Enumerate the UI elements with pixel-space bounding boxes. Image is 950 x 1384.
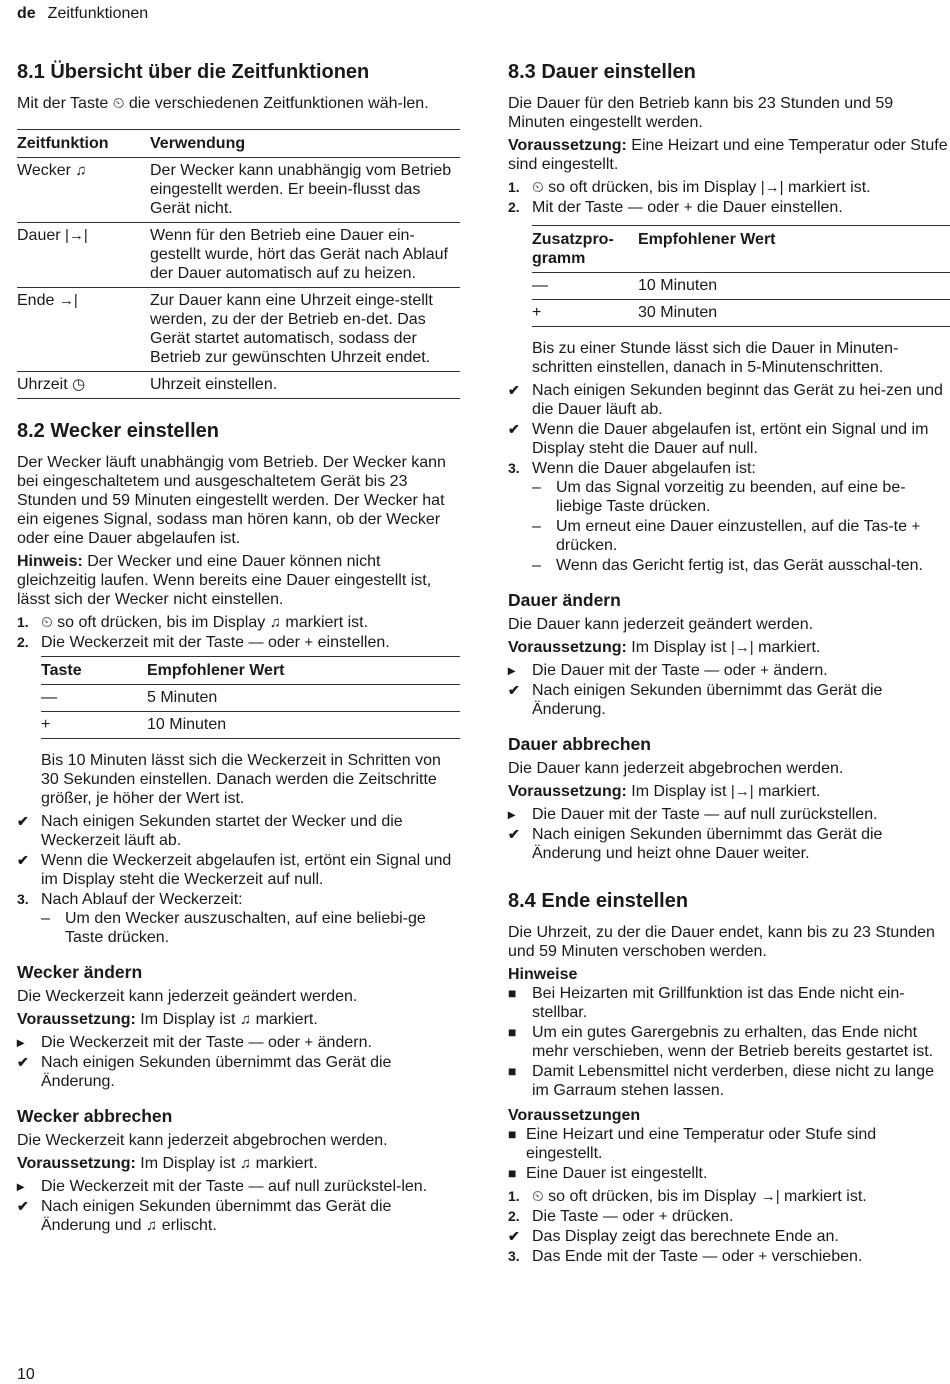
left-column [17,60,460,1239]
minus-icon: — [41,685,147,712]
section-8-4-p1: Die Uhrzeit, zu der die Dauer endet, kann bis zu 23 Stunden und 59 Minuten verschoben werden. [508,924,935,960]
duration-icon: |→| [760,179,784,196]
col-header: Zeitfunktion [17,130,150,158]
square-bullet-icon: ■ [508,985,517,1001]
timer-key-icon: ⏲ [532,1188,544,1205]
section-8-2-title: 8.2 Wecker einstellen [17,420,219,442]
header-section: Zeitfunktionen [47,5,149,22]
wecker-abbrechen-actions: ▸ Die Weckerzeit mit der Taste — auf null zurückstel-len. ✔ Nach einigen Sekunden übernimmt das Gerät die Änderung und ♫ erlischt. [17,1178,428,1234]
square-bullet-icon: ■ [508,1063,517,1079]
table-row: + 30 Minuten [532,300,950,327]
end-icon: →| [760,1188,780,1205]
minus-icon: — [532,273,638,300]
dauer-aendern-title: Dauer ändern [508,590,621,610]
duration-icon: |→| [730,783,754,800]
section-8-2-p1: Der Wecker läuft unabhängig vom Betrieb. Der Wecker kann bei eingeschaltetem und ausgeschaltetem Gerät bis 23 Stunden und 59 Minuten eingestellt werden. Der Wecker hat ein eigenes Signal, sodass man hören kann, ob der Wecker oder eine Dauer abgelaufen ist. [17,454,446,547]
check-icon: ✔ [508,421,520,437]
square-bullet-icon: ■ [508,1024,517,1040]
duration-icon: |→| [730,639,754,656]
arrow-icon: ▸ [17,1034,25,1050]
bell-icon: ♫ [75,162,87,179]
table-row: Dauer |→| Wenn für den Betrieb eine Dauer ein-gestellt wurde, hört das Gerät nach Ablauf der Dauer automatisch auf zu heizen. [17,223,460,288]
bell-icon: ♫ [145,1217,158,1234]
dauer-aendern-text: Die Dauer kann jederzeit geändert werden. [508,616,814,633]
dauer-abbrechen-pre: Voraussetzung: Im Display ist |→| markiert. [508,783,821,800]
timer-key-icon: ⏲ [112,95,125,112]
steps-list: 1. ⏲ so oft drücken, bis im Display →| markiert ist. 2. Die Taste — oder + drücken. ✔ Das Display zeigt das berechnete Ende an. 3. Das Ende mit der Taste — oder + verschieben. [508,1188,867,1265]
right-column [508,60,950,1270]
steps-list [17,613,460,652]
after-table-text: Bis 10 Minuten lässt sich die Weckerzeit in Schritten von 30 Sekunden einstellen. Danach werden die Zeitschritte größer, je höher der Wert ist. [41,752,441,807]
steps-list: 1. ⏲ so oft drücken, bis im Display |→| markiert ist. 2. Mit der Taste — oder + die Dauer einstellen. [508,179,871,216]
dauer-aendern-actions: ▸ Die Dauer mit der Taste — oder + ändern. ✔ Nach einigen Sekunden übernimmt das Gerät die Änderung. [508,662,883,718]
dauer-abbrechen-actions: ▸ Die Dauer mit der Taste — auf null zurückstellen. ✔ Nach einigen Sekunden übernimmt das Gerät die Änderung und heizt ohne Dauer weiter. [508,806,883,862]
prerequisites-title: Voraussetzungen [508,1107,641,1124]
section-8-3-pre: Voraussetzung: Eine Heizart und eine Temperatur oder Stufe sind eingestellt. [508,137,948,173]
table-row: Wecker ♫ Der Wecker kann unabhängig vom Betrieb eingestellt werden. Er beein-flusst das Gerät nicht. [17,158,460,223]
wecker-abbrechen-text: Die Weckerzeit kann jederzeit abgebrochen werden. [17,1132,388,1149]
section-8-3-p1: Die Dauer für den Betrieb kann bis 23 Stunden und 59 Minuten eingestellt werden. [508,95,894,131]
duration-values-table: Zusatzpro-gramm Empfohlener Wert — 10 Minuten + 30 Minuten [532,225,950,327]
col-header: Verwendung [150,130,460,158]
check-icon: ✔ [17,813,29,829]
dauer-abbrechen-text: Die Dauer kann jederzeit abgebrochen werden. [508,760,844,777]
plus-icon: + [41,712,147,739]
dauer-abbrechen-title: Dauer abbrechen [508,734,651,754]
check-icon: ✔ [17,852,29,868]
after-table-text: Bis zu einer Stunde lässt sich die Dauer in Minuten-schritten einstellen, danach in 5-Minutenschritten. [532,340,899,376]
check-icon: ✔ [508,826,520,842]
wecker-aendern-title: Wecker ändern [17,962,143,982]
notes-title: Hinweise [508,966,578,983]
step-1: 1. ⏲ so oft drücken, bis im Display ♫ markiert ist. [17,614,369,631]
bell-icon: ♫ [239,1155,252,1172]
clock-icon: ◷ [72,376,86,393]
check-icon: ✔ [508,1228,520,1244]
step-2: 2. Die Weckerzeit mit der Taste — oder + einstellen. [17,634,390,651]
check-icon: ✔ [508,682,520,698]
section-8-3-title: 8.3 Dauer einstellen [508,61,696,83]
timer-key-icon: ⏲ [532,179,544,196]
page-number: 10 [17,1366,35,1383]
wecker-abbrechen-pre: Voraussetzung: Im Display ist ♫ markiert. [17,1155,318,1172]
check-icon: ✔ [17,1054,29,1070]
bell-icon: ♫ [269,614,281,631]
wecker-aendern-actions: ▸ Die Weckerzeit mit der Taste — oder + ändern. ✔ Nach einigen Sekunden übernimmt das Gerät die Änderung. [17,1034,392,1090]
wecker-abbrechen-title: Wecker abbrechen [17,1106,173,1126]
result-list: ✔ Nach einigen Sekunden beginnt das Gerät zu hei-zen und die Dauer läuft ab. ✔ Wenn die Dauer abgelaufen ist, ertönt ein Signal und im Display steht die Dauer auf null. 3. Wenn die Dauer abgelaufen ist: – Um das Signal vorzeitig zu beenden, auf eine be-liebige Taste drücken. – Um erneut eine Dauer einzustellen, auf die Tas-te + drücken. – Wenn das Gericht fertig ist, das Gerät ausschal-ten. [508,382,943,574]
wecker-aendern-pre: Voraussetzung: Im Display ist ♫ markiert. [17,1011,318,1028]
dauer-aendern-pre: Voraussetzung: Im Display ist |→| markiert. [508,639,821,656]
prerequisites-list: ■ Eine Heizart und eine Temperatur oder Stufe sind eingestellt. ■ Eine Dauer ist eingestellt. [508,1126,877,1182]
check-icon: ✔ [17,1198,29,1214]
plus-icon: + [532,300,638,327]
lang-label: de [17,5,36,22]
end-icon: →| [58,292,78,309]
arrow-icon: ▸ [508,806,516,822]
section-8-4-title: 8.4 Ende einstellen [508,890,689,912]
section-8-2-note: Hinweis: Der Wecker und eine Dauer können nicht gleichzeitig laufen. Wenn bereits eine Dauer eingestellt ist, lässt sich der Wecker nicht einstellen. [17,553,432,608]
section-8-1-intro: Mit der Taste ⏲ die verschiedenen Zeitfunktionen wäh-len. [17,95,429,112]
table-row: — 10 Minuten [532,273,950,300]
minus-icon: — [248,634,264,651]
wecker-aendern-text: Die Weckerzeit kann jederzeit geändert werden. [17,988,358,1005]
table-row: + 10 Minuten [41,712,460,739]
arrow-icon: ▸ [17,1178,25,1194]
notes-list: ■ Bei Heizarten mit Grillfunktion ist das Ende nicht ein-stellbar. ■ Um ein gutes Garergebnis zu erhalten, das Ende nicht mehr verschieben, wenn der Betrieb bereits gestartet ist. ■ Damit Lebensmittel nicht verderben, diese nicht zu lange im Garraum stehen lassen. [508,985,934,1099]
page-header [17,5,148,23]
bell-icon: ♫ [239,1011,252,1028]
result-list: ✔ Nach einigen Sekunden startet der Wecker und die Weckerzeit läuft ab. ✔ Wenn die Weckerzeit abgelaufen ist, ertönt ein Signal und im Display steht die Weckerzeit auf null. 3. Nach Ablauf der Weckerzeit: – Um den Wecker auszuschalten, auf eine beliebi-ge Taste drücken. [17,813,452,946]
table-row: Ende →| Zur Dauer kann eine Uhrzeit einge-stellt werden, zu der der Betrieb en-det. Das Gerät startet automatisch, sodass der Betrieb zur gewünschten Uhrzeit endet. [17,288,460,372]
check-icon: ✔ [508,382,520,398]
time-functions-table [17,129,460,399]
timer-values-table: Taste Empfohlener Wert — 5 Minuten + 10 Minuten [41,656,460,739]
table-row: Uhrzeit ◷ Uhrzeit einstellen. [17,372,460,399]
duration-icon: |→| [65,227,88,244]
table-row: — 5 Minuten [41,685,460,712]
plus-icon: + [304,634,314,651]
section-8-1-title: 8.1 Übersicht über die Zeitfunktionen [17,61,370,83]
arrow-icon: ▸ [508,662,516,678]
